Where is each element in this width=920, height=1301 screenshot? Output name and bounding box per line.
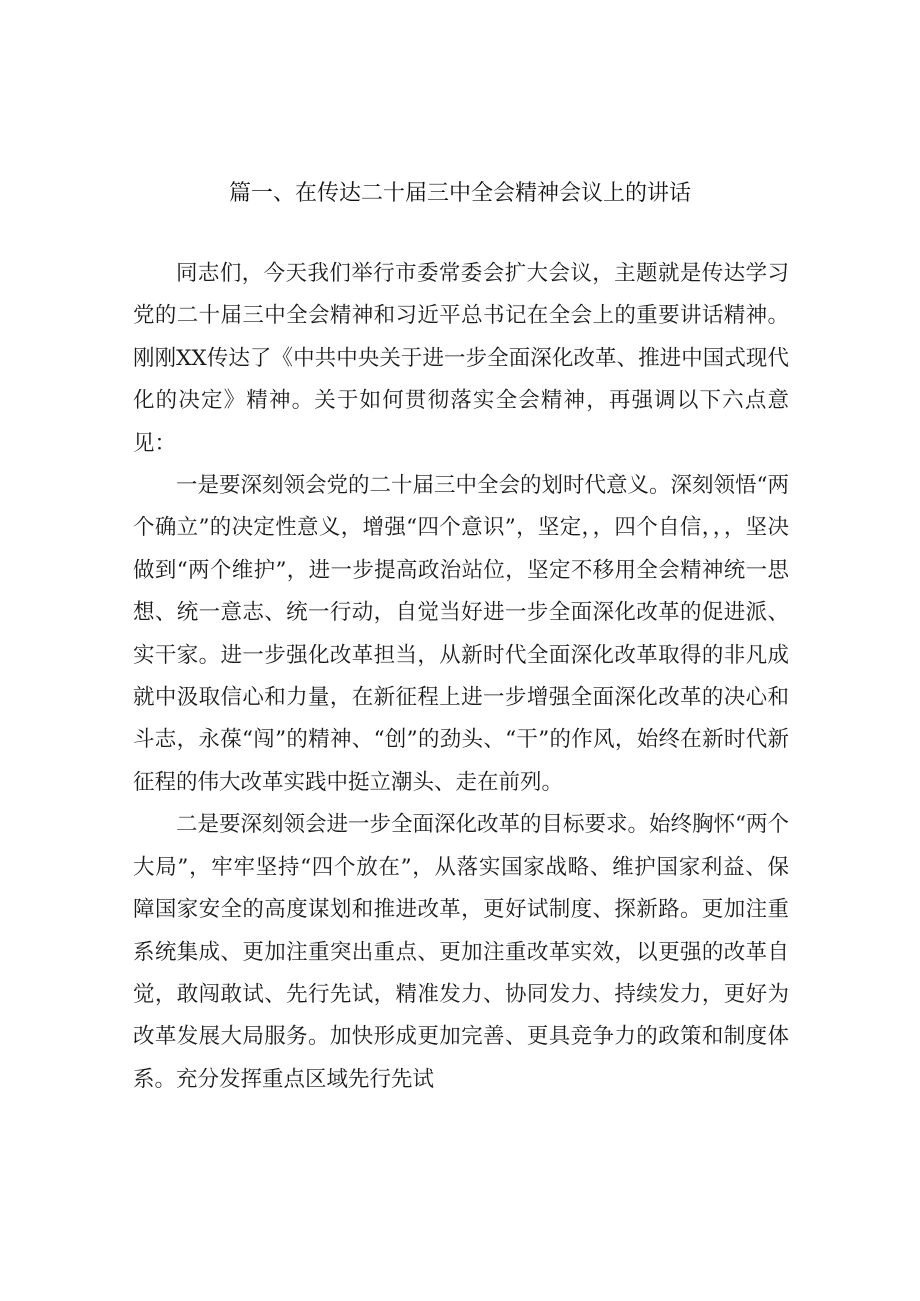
paragraph-point-one: 一是要深刻领会党的二十届三中全会的划时代意义。深刻领悟“两个确立”的决定性意义，增强“四个意识”，坚定，，四个自信，，，坚决做到“两个维护”，进一步提高政治站位，坚定不移用全会精神统一思想、统一意志、统一行动，自觉当好进一步全面深化改革的促进派、实干家。进一步强化改革担当，从新时代全面深化改革取得的非凡成就中汲取信心和力量，在新征程上进一步增强全面深化改革的决心和斗志，永葆“闯”的精神、“创”的劲头、“干”的作风，始终在新时代新征程的伟大改革实践中挺立潮头、走在前列。	[133, 473, 789, 795]
document-body	[133, 253, 789, 1101]
document-title: 篇一、在传达二十届三中全会精神会议上的讲话	[228, 181, 691, 206]
paragraph-point-two: 二是要深刻领会进一步全面深化改革的目标要求。始终胸怀“两个大局”，牢牢坚持“四个放在”，从落实国家战略、维护国家利益、保障国家安全的高度谋划和推进改革，更好试制度、探新路。更加注重系统集成、更加注重突出重点、更加注重改革实效，以更强的改革自觉，敢闯敢试、先行先试，精准发力、协同发力、持续发力，更好为改革发展大局服务。加快形成更加完善、更具竞争力的政策和制度体系。充分发挥重点区域先行先试	[133, 812, 789, 1092]
paragraph-intro: 同志们，今天我们举行市委常委会扩大会议，主题就是传达学习党的二十届三中全会精神和习近平总书记在全会上的重要讲话精神。刚刚XX传达了《中共中央关于进一步全面深化改革、推进中国式现代化的决定》精神。关于如何贯彻落实全会精神，再强调以下六点意见：	[133, 261, 789, 456]
